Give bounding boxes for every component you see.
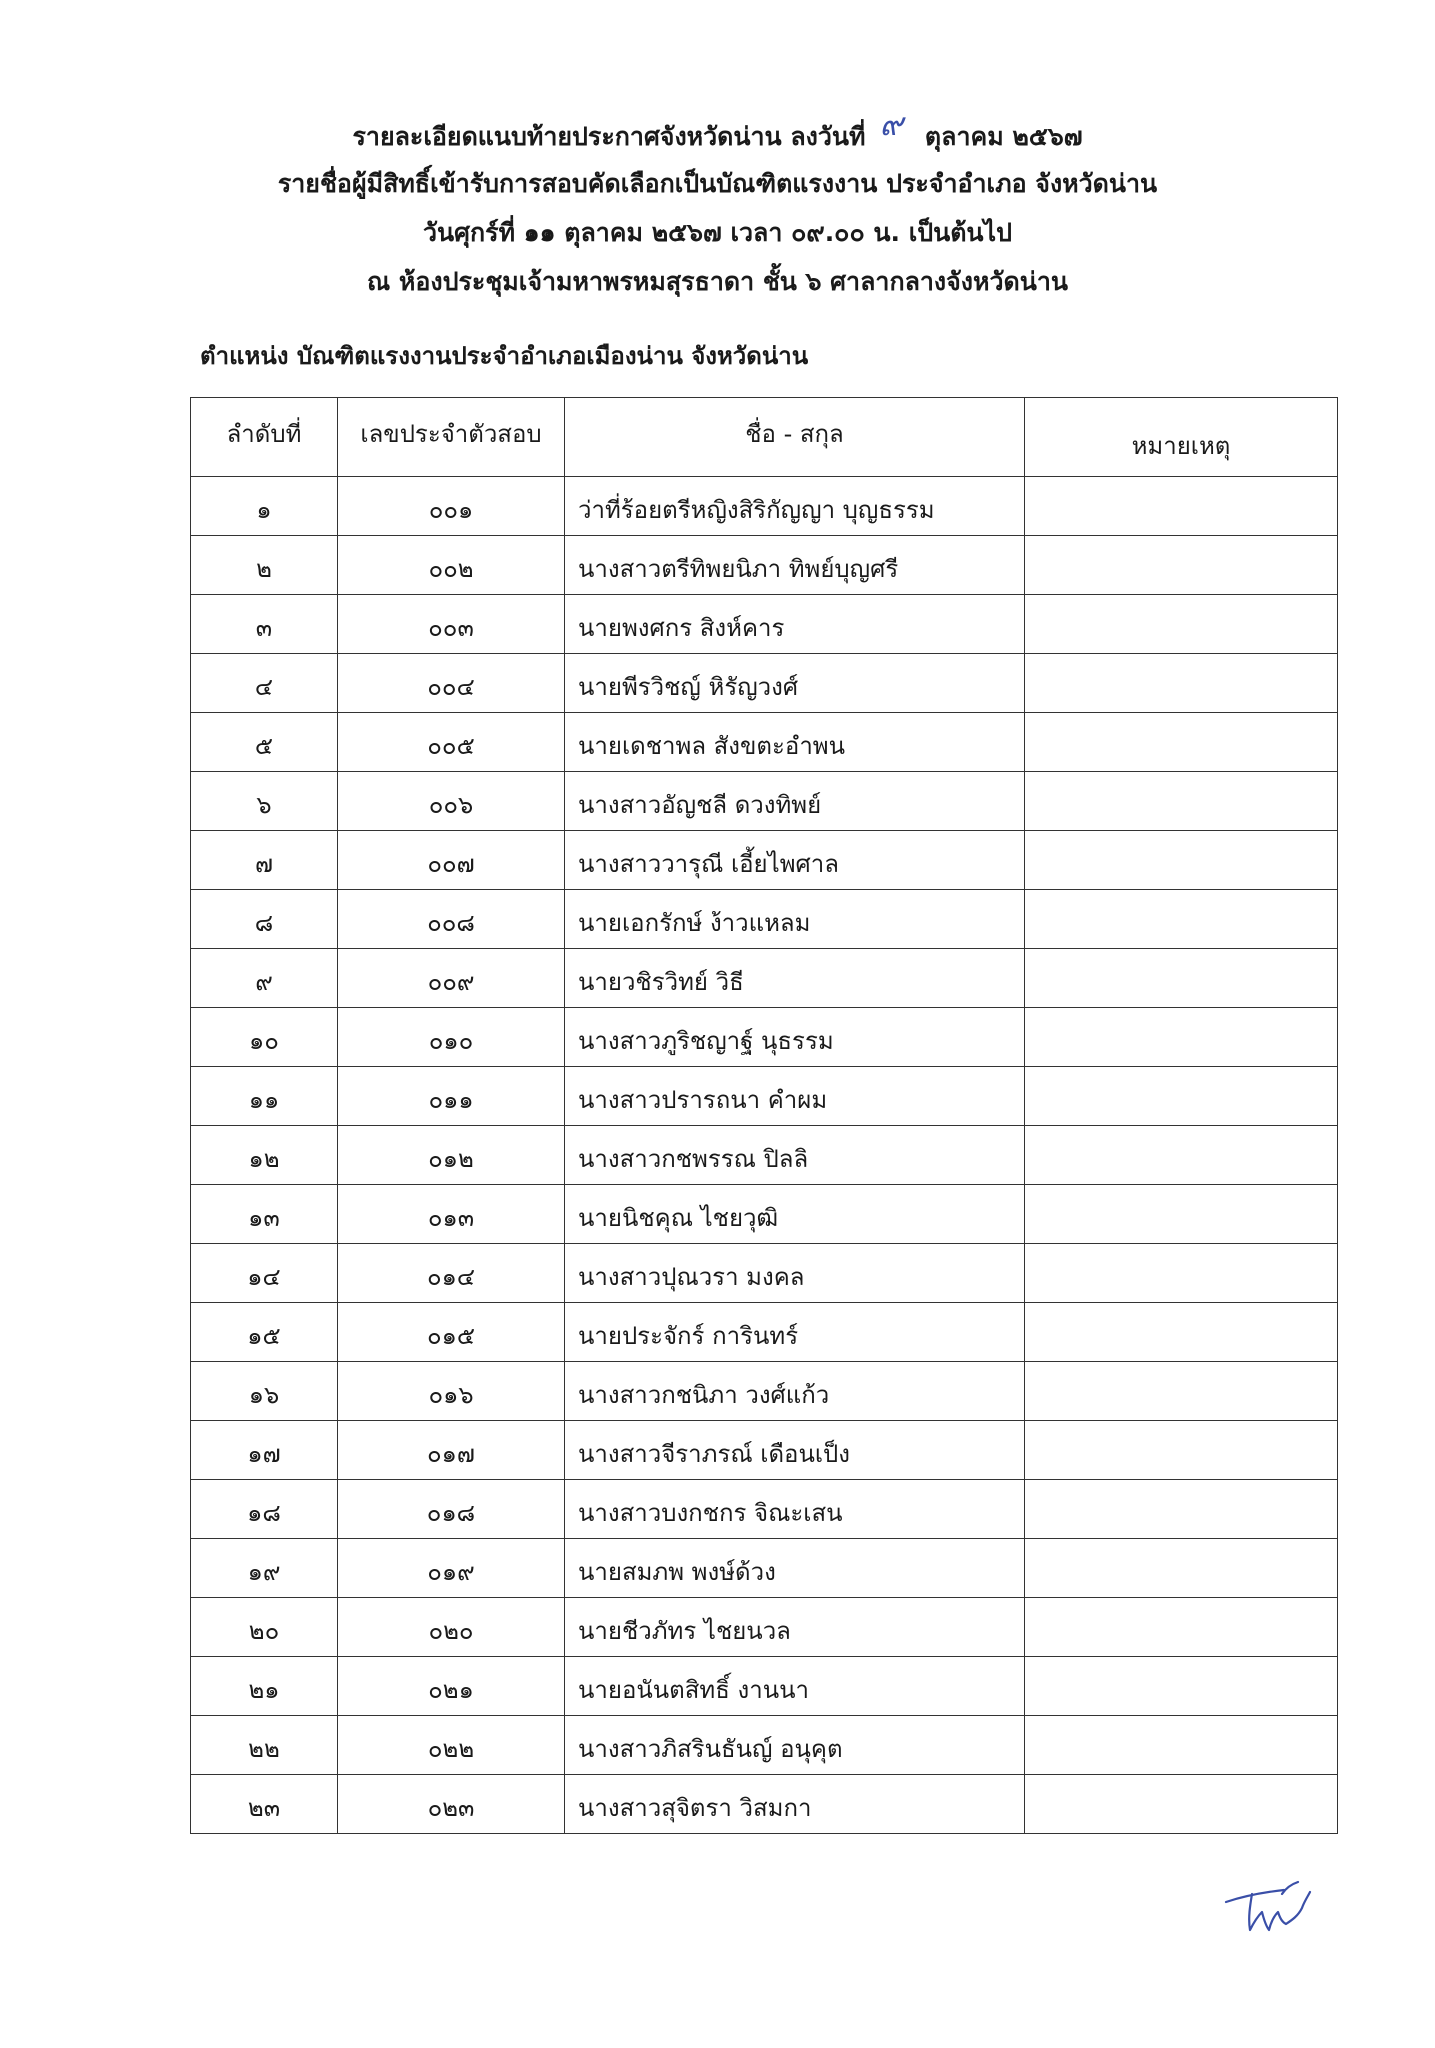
table-row: [191, 772, 1338, 831]
table-body: [191, 477, 1338, 1834]
cell-exam-id: ๐๐๖: [338, 772, 565, 831]
cell-exam-id: ๐๐๑: [338, 477, 565, 536]
table-row: [191, 1303, 1338, 1362]
table-row: [191, 1185, 1338, 1244]
cell-exam-id: ๐๑๗: [338, 1421, 565, 1480]
table-row: [191, 1244, 1338, 1303]
cell-order: ๒: [191, 536, 338, 595]
cell-exam-id: ๐๑๑: [338, 1067, 565, 1126]
cell-remarks: [1025, 1775, 1338, 1834]
cell-exam-id: ๐๐๗: [338, 831, 565, 890]
cell-full-name: นายพีรวิชญ์ หิรัญวงศ์: [565, 654, 1025, 713]
cell-order: ๕: [191, 713, 338, 772]
cell-order: ๗: [191, 831, 338, 890]
header-exam-id: เลขประจำตัวสอบ: [338, 398, 565, 477]
cell-order: ๒๓: [191, 1775, 338, 1834]
cell-remarks: [1025, 1303, 1338, 1362]
cell-full-name: นายประจักร์ การินทร์: [565, 1303, 1025, 1362]
cell-exam-id: ๐๐๙: [338, 949, 565, 1008]
cell-remarks: [1025, 1421, 1338, 1480]
cell-remarks: [1025, 1244, 1338, 1303]
cell-remarks: [1025, 1716, 1338, 1775]
cell-exam-id: ๐๐๔: [338, 654, 565, 713]
cell-order: ๑๓: [191, 1185, 338, 1244]
cell-remarks: [1025, 477, 1338, 536]
cell-remarks: [1025, 1126, 1338, 1185]
cell-order: ๘: [191, 890, 338, 949]
cell-full-name: นางสาวภูริชญาฐ์ นุธรรม: [565, 1008, 1025, 1067]
header-line-4: ณ ห้องประชุมเจ้ามหาพรหมสุรธาดา ชั้น ๖ ศาลากลางจังหวัดน่าน: [367, 267, 1068, 296]
cell-exam-id: ๐๑๔: [338, 1244, 565, 1303]
table-row: [191, 654, 1338, 713]
table-row: [191, 949, 1338, 1008]
signature-icon: [1222, 1878, 1312, 1938]
cell-order: ๑๔: [191, 1244, 338, 1303]
cell-remarks: [1025, 1598, 1338, 1657]
cell-remarks: [1025, 831, 1338, 890]
cell-full-name: นางสาวปุณวรา มงคล: [565, 1244, 1025, 1303]
header-line-1-suffix: ตุลาคม ๒๕๖๗: [924, 122, 1083, 151]
cell-remarks: [1025, 1067, 1338, 1126]
cell-exam-id: ๐๐๘: [338, 890, 565, 949]
header-line-2: รายชื่อผู้มีสิทธิ์เข้ารับการสอบคัดเลือกเป็นบัณฑิตแรงงาน ประจำอำเภอ จังหวัดน่าน: [277, 169, 1158, 198]
cell-order: ๑๗: [191, 1421, 338, 1480]
header-line-1-prefix: รายละเอียดแนบท้ายประกาศจังหวัดน่าน ลงวันที่: [352, 122, 866, 151]
cell-remarks: [1025, 949, 1338, 1008]
cell-exam-id: ๐๑๘: [338, 1480, 565, 1539]
table-row: [191, 1067, 1338, 1126]
cell-order: ๑๑: [191, 1067, 338, 1126]
cell-order: ๙: [191, 949, 338, 1008]
table-row: [191, 1480, 1338, 1539]
cell-remarks: [1025, 890, 1338, 949]
cell-order: ๓: [191, 595, 338, 654]
header-line-1: [0, 105, 1435, 159]
header-remarks: หมายเหตุ: [1025, 398, 1338, 477]
cell-full-name: นายสมภพ พงษ์ด้วง: [565, 1539, 1025, 1598]
table-row: [191, 831, 1338, 890]
cell-full-name: นางสาวกชพรรณ ปิลลิ: [565, 1126, 1025, 1185]
cell-exam-id: ๐๐๒: [338, 536, 565, 595]
cell-exam-id: ๐๐๓: [338, 595, 565, 654]
cell-order: ๑๙: [191, 1539, 338, 1598]
cell-order: ๒๑: [191, 1657, 338, 1716]
cell-full-name: นางสาวปรารถนา คำผม: [565, 1067, 1025, 1126]
table-row: [191, 713, 1338, 772]
table-row: [191, 1362, 1338, 1421]
cell-full-name: นายชีวภัทร ไชยนวล: [565, 1598, 1025, 1657]
cell-exam-id: ๐๑๓: [338, 1185, 565, 1244]
cell-order: ๑๘: [191, 1480, 338, 1539]
cell-exam-id: ๐๑๒: [338, 1126, 565, 1185]
position-title: ตำแหน่ง บัณฑิตแรงงานประจำอำเภอเมืองน่าน จังหวัดน่าน: [200, 342, 809, 370]
cell-full-name: นางสาวบงกชกร จิณะเสน: [565, 1480, 1025, 1539]
cell-full-name: นางสาวอัญชลี ดวงทิพย์: [565, 772, 1025, 831]
table-row: [191, 1008, 1338, 1067]
header-line-3: วันศุกร์ที่ ๑๑ ตุลาคม ๒๕๖๗ เวลา ๐๙.๐๐ น. เป็นต้นไป: [423, 218, 1012, 247]
cell-exam-id: ๐๐๕: [338, 713, 565, 772]
cell-remarks: [1025, 1185, 1338, 1244]
table-header-row: [191, 398, 1338, 477]
cell-remarks: [1025, 1362, 1338, 1421]
cell-full-name: นางสาวตรีทิพยนิภา ทิพย์บุญศรี: [565, 536, 1025, 595]
cell-full-name: นายอนันตสิทธิ์ งานนา: [565, 1657, 1025, 1716]
cell-full-name: นางสาวจีราภรณ์ เดือนเป็ง: [565, 1421, 1025, 1480]
cell-full-name: นางสาววารุณี เอี้ยไพศาล: [565, 831, 1025, 890]
cell-remarks: [1025, 1539, 1338, 1598]
table-row: [191, 1421, 1338, 1480]
cell-order: ๒๒: [191, 1716, 338, 1775]
table-row: [191, 1598, 1338, 1657]
cell-remarks: [1025, 772, 1338, 831]
table-row: [191, 1539, 1338, 1598]
cell-order: ๖: [191, 772, 338, 831]
cell-order: ๒๐: [191, 1598, 338, 1657]
table-row: [191, 1716, 1338, 1775]
cell-remarks: [1025, 1008, 1338, 1067]
cell-remarks: [1025, 595, 1338, 654]
cell-order: ๑๖: [191, 1362, 338, 1421]
handwritten-day: ๙: [879, 105, 903, 143]
table-row: [191, 1657, 1338, 1716]
cell-order: ๑๐: [191, 1008, 338, 1067]
cell-full-name: นางสาวภิสรินธันญ์ อนุคุต: [565, 1716, 1025, 1775]
header-full-name: ชื่อ - สกุล: [565, 398, 1025, 477]
cell-exam-id: ๐๒๓: [338, 1775, 565, 1834]
table-row: [191, 477, 1338, 536]
cell-order: ๑๕: [191, 1303, 338, 1362]
candidate-table: [190, 397, 1338, 1834]
table-row: [191, 890, 1338, 949]
cell-remarks: [1025, 536, 1338, 595]
cell-full-name: นายเอกรักษ์ ง้าวแหลม: [565, 890, 1025, 949]
cell-exam-id: ๐๒๑: [338, 1657, 565, 1716]
cell-full-name: นางสาวกชนิภา วงศ์แก้ว: [565, 1362, 1025, 1421]
cell-exam-id: ๐๑๕: [338, 1303, 565, 1362]
cell-order: ๑: [191, 477, 338, 536]
cell-exam-id: ๐๒๒: [338, 1716, 565, 1775]
cell-order: ๑๒: [191, 1126, 338, 1185]
cell-remarks: [1025, 654, 1338, 713]
cell-exam-id: ๐๒๐: [338, 1598, 565, 1657]
cell-exam-id: ๐๑๖: [338, 1362, 565, 1421]
table-row: [191, 536, 1338, 595]
cell-remarks: [1025, 713, 1338, 772]
cell-exam-id: ๐๑๐: [338, 1008, 565, 1067]
table-row: [191, 1126, 1338, 1185]
cell-remarks: [1025, 1657, 1338, 1716]
cell-remarks: [1025, 1480, 1338, 1539]
cell-full-name: นายวชิรวิทย์ วิธี: [565, 949, 1025, 1008]
table-row: [191, 1775, 1338, 1834]
cell-full-name: นายนิชคุณ ไชยวุฒิ: [565, 1185, 1025, 1244]
cell-full-name: นายพงศกร สิงห์คาร: [565, 595, 1025, 654]
cell-full-name: นางสาวสุจิตรา วิสมกา: [565, 1775, 1025, 1834]
header-order: ลำดับที่: [191, 398, 338, 477]
table-row: [191, 595, 1338, 654]
cell-full-name: นายเดชาพล สังขตะอำพน: [565, 713, 1025, 772]
document-header: [0, 105, 1435, 306]
cell-order: ๔: [191, 654, 338, 713]
cell-full-name: ว่าที่ร้อยตรีหญิงสิริกัญญา บุญธรรม: [565, 477, 1025, 536]
cell-exam-id: ๐๑๙: [338, 1539, 565, 1598]
